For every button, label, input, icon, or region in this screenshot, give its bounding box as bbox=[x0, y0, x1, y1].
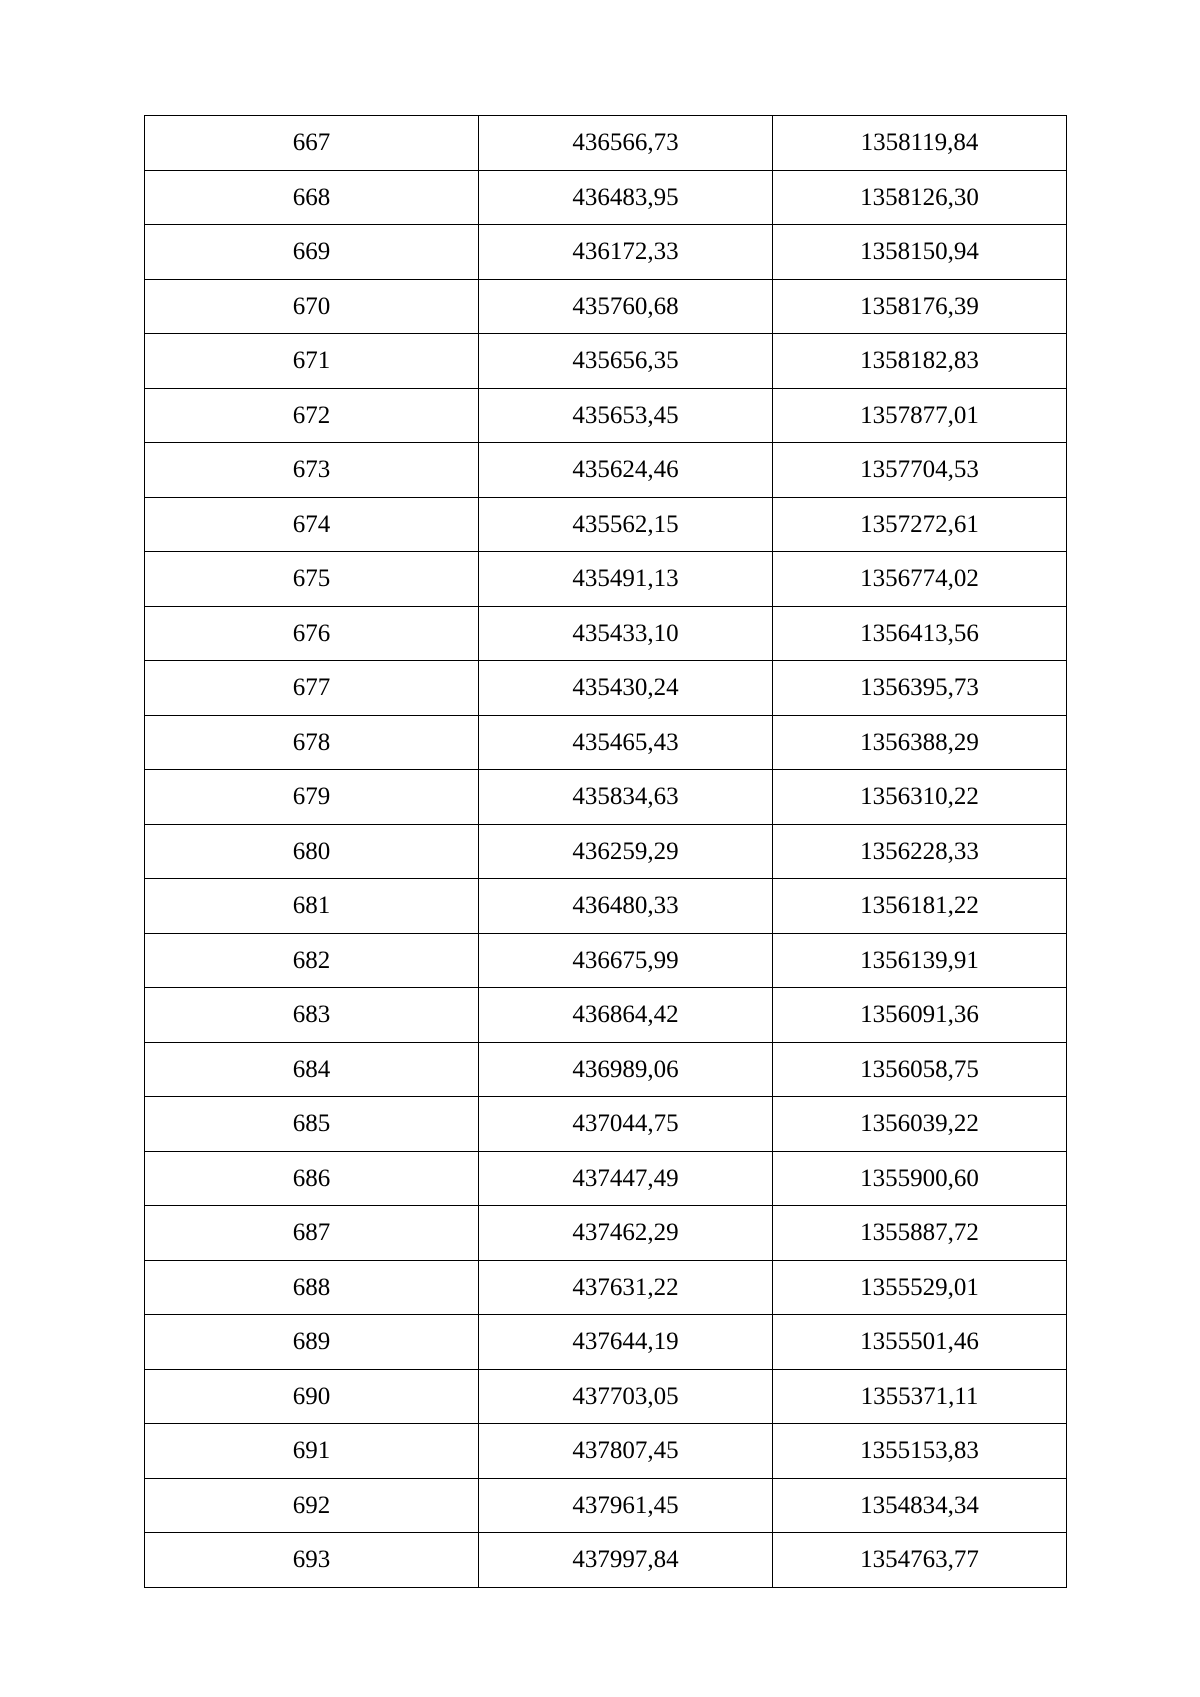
y-coordinate-cell: 1356228,33 bbox=[773, 824, 1067, 879]
point-number-cell: 687 bbox=[145, 1206, 479, 1261]
x-coordinate-cell: 437997,84 bbox=[479, 1533, 773, 1588]
point-number-cell: 692 bbox=[145, 1478, 479, 1533]
point-number-cell: 681 bbox=[145, 879, 479, 934]
y-coordinate-cell: 1358182,83 bbox=[773, 334, 1067, 389]
y-coordinate-cell: 1355900,60 bbox=[773, 1151, 1067, 1206]
y-coordinate-cell: 1357877,01 bbox=[773, 388, 1067, 443]
point-number-cell: 678 bbox=[145, 715, 479, 770]
point-number-cell: 685 bbox=[145, 1097, 479, 1152]
x-coordinate-cell: 435760,68 bbox=[479, 279, 773, 334]
table-row bbox=[145, 606, 1067, 661]
x-coordinate-cell: 435656,35 bbox=[479, 334, 773, 389]
point-number-cell: 671 bbox=[145, 334, 479, 389]
point-number-cell: 677 bbox=[145, 661, 479, 716]
x-coordinate-cell: 435430,24 bbox=[479, 661, 773, 716]
x-coordinate-cell: 435834,63 bbox=[479, 770, 773, 825]
table-row bbox=[145, 1315, 1067, 1370]
y-coordinate-cell: 1358176,39 bbox=[773, 279, 1067, 334]
y-coordinate-cell: 1356310,22 bbox=[773, 770, 1067, 825]
table-row bbox=[145, 1097, 1067, 1152]
y-coordinate-cell: 1358150,94 bbox=[773, 225, 1067, 280]
point-number-cell: 675 bbox=[145, 552, 479, 607]
y-coordinate-cell: 1356039,22 bbox=[773, 1097, 1067, 1152]
y-coordinate-cell: 1355501,46 bbox=[773, 1315, 1067, 1370]
table-row bbox=[145, 170, 1067, 225]
y-coordinate-cell: 1355153,83 bbox=[773, 1424, 1067, 1479]
point-number-cell: 690 bbox=[145, 1369, 479, 1424]
table-row bbox=[145, 1260, 1067, 1315]
x-coordinate-cell: 437644,19 bbox=[479, 1315, 773, 1370]
point-number-cell: 688 bbox=[145, 1260, 479, 1315]
point-number-cell: 682 bbox=[145, 933, 479, 988]
point-number-cell: 691 bbox=[145, 1424, 479, 1479]
table-row bbox=[145, 1424, 1067, 1479]
y-coordinate-cell: 1356413,56 bbox=[773, 606, 1067, 661]
x-coordinate-cell: 435491,13 bbox=[479, 552, 773, 607]
table-row bbox=[145, 1042, 1067, 1097]
point-number-cell: 672 bbox=[145, 388, 479, 443]
point-number-cell: 680 bbox=[145, 824, 479, 879]
y-coordinate-cell: 1354834,34 bbox=[773, 1478, 1067, 1533]
y-coordinate-cell: 1355529,01 bbox=[773, 1260, 1067, 1315]
table-row bbox=[145, 824, 1067, 879]
point-number-cell: 673 bbox=[145, 443, 479, 498]
x-coordinate-cell: 437703,05 bbox=[479, 1369, 773, 1424]
table-row bbox=[145, 116, 1067, 171]
y-coordinate-cell: 1356058,75 bbox=[773, 1042, 1067, 1097]
y-coordinate-cell: 1354763,77 bbox=[773, 1533, 1067, 1588]
y-coordinate-cell: 1356388,29 bbox=[773, 715, 1067, 770]
table-row bbox=[145, 1533, 1067, 1588]
x-coordinate-cell: 437044,75 bbox=[479, 1097, 773, 1152]
table-row bbox=[145, 661, 1067, 716]
y-coordinate-cell: 1356774,02 bbox=[773, 552, 1067, 607]
table-row bbox=[145, 225, 1067, 280]
table-row bbox=[145, 443, 1067, 498]
y-coordinate-cell: 1355371,11 bbox=[773, 1369, 1067, 1424]
x-coordinate-cell: 435465,43 bbox=[479, 715, 773, 770]
point-number-cell: 676 bbox=[145, 606, 479, 661]
y-coordinate-cell: 1358126,30 bbox=[773, 170, 1067, 225]
x-coordinate-cell: 437447,49 bbox=[479, 1151, 773, 1206]
point-number-cell: 674 bbox=[145, 497, 479, 552]
table-row bbox=[145, 1478, 1067, 1533]
table-row bbox=[145, 279, 1067, 334]
x-coordinate-cell: 436864,42 bbox=[479, 988, 773, 1043]
y-coordinate-cell: 1356139,91 bbox=[773, 933, 1067, 988]
point-number-cell: 668 bbox=[145, 170, 479, 225]
x-coordinate-cell: 436259,29 bbox=[479, 824, 773, 879]
y-coordinate-cell: 1357704,53 bbox=[773, 443, 1067, 498]
y-coordinate-cell: 1355887,72 bbox=[773, 1206, 1067, 1261]
y-coordinate-cell: 1356091,36 bbox=[773, 988, 1067, 1043]
point-number-cell: 679 bbox=[145, 770, 479, 825]
coordinates-table bbox=[144, 115, 1067, 1588]
x-coordinate-cell: 435653,45 bbox=[479, 388, 773, 443]
y-coordinate-cell: 1356181,22 bbox=[773, 879, 1067, 934]
table-row bbox=[145, 552, 1067, 607]
table-row bbox=[145, 1206, 1067, 1261]
x-coordinate-cell: 436172,33 bbox=[479, 225, 773, 280]
table-row bbox=[145, 988, 1067, 1043]
x-coordinate-cell: 436989,06 bbox=[479, 1042, 773, 1097]
x-coordinate-cell: 437807,45 bbox=[479, 1424, 773, 1479]
point-number-cell: 667 bbox=[145, 116, 479, 171]
point-number-cell: 686 bbox=[145, 1151, 479, 1206]
x-coordinate-cell: 437961,45 bbox=[479, 1478, 773, 1533]
x-coordinate-cell: 435562,15 bbox=[479, 497, 773, 552]
table-row bbox=[145, 388, 1067, 443]
table-row bbox=[145, 715, 1067, 770]
x-coordinate-cell: 436675,99 bbox=[479, 933, 773, 988]
point-number-cell: 670 bbox=[145, 279, 479, 334]
x-coordinate-cell: 436480,33 bbox=[479, 879, 773, 934]
y-coordinate-cell: 1356395,73 bbox=[773, 661, 1067, 716]
table-row bbox=[145, 497, 1067, 552]
coordinates-table-body bbox=[145, 116, 1067, 1588]
x-coordinate-cell: 435624,46 bbox=[479, 443, 773, 498]
table-row bbox=[145, 1151, 1067, 1206]
table-row bbox=[145, 1369, 1067, 1424]
y-coordinate-cell: 1357272,61 bbox=[773, 497, 1067, 552]
point-number-cell: 684 bbox=[145, 1042, 479, 1097]
table-row bbox=[145, 879, 1067, 934]
table-row bbox=[145, 334, 1067, 389]
x-coordinate-cell: 435433,10 bbox=[479, 606, 773, 661]
x-coordinate-cell: 436483,95 bbox=[479, 170, 773, 225]
table-row bbox=[145, 933, 1067, 988]
point-number-cell: 689 bbox=[145, 1315, 479, 1370]
x-coordinate-cell: 437462,29 bbox=[479, 1206, 773, 1261]
x-coordinate-cell: 436566,73 bbox=[479, 116, 773, 171]
point-number-cell: 693 bbox=[145, 1533, 479, 1588]
point-number-cell: 669 bbox=[145, 225, 479, 280]
x-coordinate-cell: 437631,22 bbox=[479, 1260, 773, 1315]
y-coordinate-cell: 1358119,84 bbox=[773, 116, 1067, 171]
table-row bbox=[145, 770, 1067, 825]
point-number-cell: 683 bbox=[145, 988, 479, 1043]
